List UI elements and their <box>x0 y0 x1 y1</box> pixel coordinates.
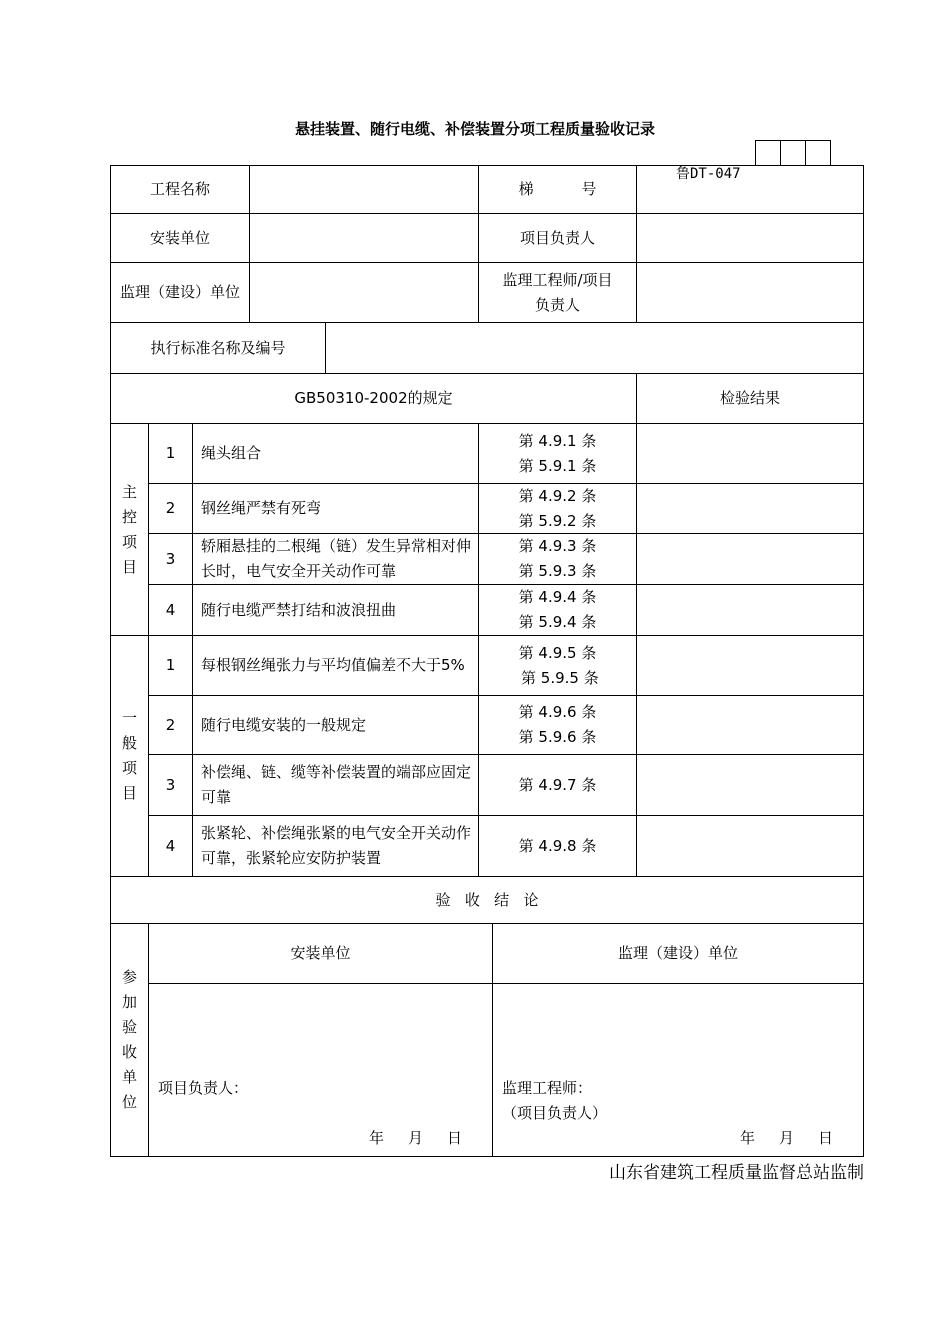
item-clause: 第 4.9.3 条 第 5.9.3 条 <box>478 533 637 585</box>
result-header: 检验结果 <box>636 373 864 424</box>
supervision-engineer-label: 监理工程师/项目 负责人 <box>478 262 637 323</box>
acceptance-supervision-unit-header: 监理（建设）单位 <box>492 923 864 984</box>
code-box <box>755 140 781 166</box>
item-result[interactable] <box>636 533 864 585</box>
project-name-label: 工程名称 <box>110 165 250 214</box>
supervision-engineer-field[interactable] <box>636 262 864 323</box>
code-box <box>805 140 831 166</box>
item-result[interactable] <box>636 423 864 484</box>
item-result[interactable] <box>636 483 864 534</box>
project-lead-label: 项目负责人 <box>478 213 637 263</box>
item-no: 3 <box>148 533 193 585</box>
item-no: 4 <box>148 815 193 877</box>
item-desc: 张紧轮、补偿绳张紧的电气安全开关动作可靠，张紧轮应安防护装置 <box>192 815 479 877</box>
standard-field[interactable] <box>325 322 864 374</box>
item-no: 1 <box>148 423 193 484</box>
main-items-group-label: 主 控 项 目 <box>110 423 149 636</box>
item-no: 3 <box>148 754 193 816</box>
install-unit-field[interactable] <box>249 213 479 263</box>
item-desc: 随行电缆安装的一般规定 <box>192 695 479 755</box>
install-sign-date: 年 月 日 <box>368 1129 462 1147</box>
item-clause: 第 4.9.1 条 第 5.9.1 条 <box>478 423 637 484</box>
project-name-field[interactable] <box>249 165 479 214</box>
conclusion-label: 验 收 结 论 <box>110 876 864 924</box>
code-boxes <box>756 140 831 166</box>
item-no: 1 <box>148 635 193 696</box>
supervision-signature-box[interactable] <box>492 983 864 1157</box>
item-clause: 第 4.9.2 条 第 5.9.2 条 <box>478 483 637 534</box>
general-items-group-label: 一 般 项 目 <box>110 635 149 877</box>
item-desc: 轿厢悬挂的二根绳（链）发生异常相对伸长时，电气安全开关动作可靠 <box>192 533 479 585</box>
item-desc: 钢丝绳严禁有死弯 <box>192 483 479 534</box>
item-result[interactable] <box>636 754 864 816</box>
item-clause: 第 4.9.5 条 第 5.9.5 条 <box>478 635 637 696</box>
regulation-header: GB50310-2002的规定 <box>110 373 637 424</box>
code-box <box>780 140 806 166</box>
item-result[interactable] <box>636 584 864 636</box>
item-no: 2 <box>148 695 193 755</box>
item-clause: 第 4.9.7 条 <box>478 754 637 816</box>
project-lead-field[interactable] <box>636 213 864 263</box>
item-desc: 每根钢丝绳张力与平均值偏差不大于5% <box>192 635 479 696</box>
supervision-unit-label: 监理（建设）单位 <box>110 262 250 323</box>
item-desc: 随行电缆严禁打结和波浪扭曲 <box>192 584 479 636</box>
elevator-no-label: 梯 号 <box>478 165 637 214</box>
item-result[interactable] <box>636 695 864 755</box>
item-desc: 绳头组合 <box>192 423 479 484</box>
item-clause: 第 4.9.8 条 <box>478 815 637 877</box>
supervision-sign-date: 年 月 日 <box>739 1129 833 1147</box>
item-no: 2 <box>148 483 193 534</box>
item-clause: 第 4.9.6 条 第 5.9.6 条 <box>478 695 637 755</box>
item-result[interactable] <box>636 815 864 877</box>
item-clause: 第 4.9.4 条 第 5.9.4 条 <box>478 584 637 636</box>
install-signature-box[interactable] <box>148 983 493 1157</box>
acceptance-group-label: 参 加 验 收 单 位 <box>110 923 149 1157</box>
item-result[interactable] <box>636 635 864 696</box>
item-desc: 补偿绳、链、缆等补偿装置的端部应固定可靠 <box>192 754 479 816</box>
acceptance-install-unit-header: 安装单位 <box>148 923 493 984</box>
form-title: 悬挂装置、随行电缆、补偿装置分项工程质量验收记录 <box>294 120 655 138</box>
install-unit-label: 安装单位 <box>110 213 250 263</box>
install-signer-label: 项目负责人： <box>158 1079 249 1097</box>
footer-issuer: 山东省建筑工程质量监督总站监制 <box>609 1163 864 1183</box>
form-code: 鲁DT-047 <box>676 166 741 182</box>
elevator-no-field[interactable] <box>636 165 864 214</box>
standard-label: 执行标准名称及编号 <box>110 322 326 374</box>
item-no: 4 <box>148 584 193 636</box>
supervision-unit-field[interactable] <box>249 262 479 323</box>
supervision-signer-label: 监理工程师： （项目负责人） <box>502 1079 608 1122</box>
